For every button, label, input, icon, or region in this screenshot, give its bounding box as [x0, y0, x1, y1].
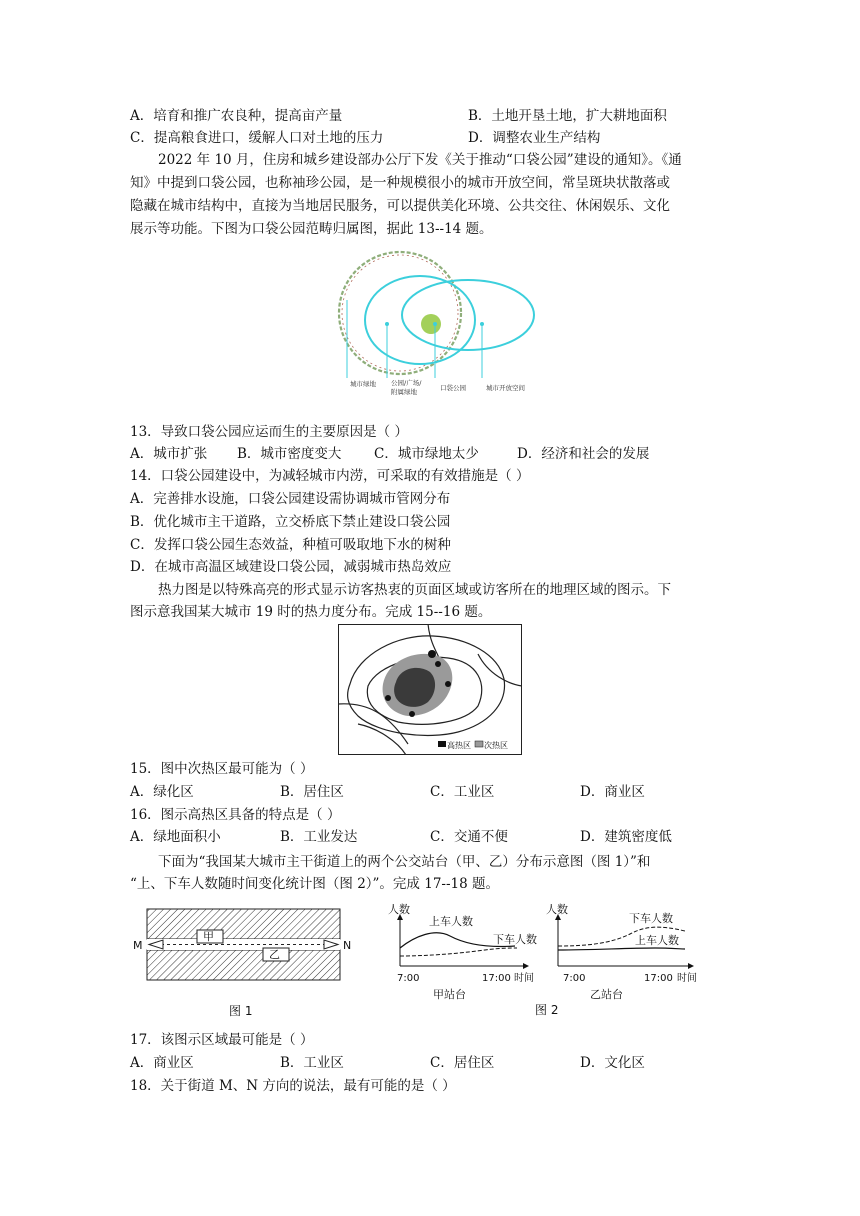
passage1-line-1: 2022 年 10 月，住房和城乡建设部办公厅下发《关于推动“口袋公园”建设的通知》。《通	[158, 152, 682, 168]
label-n: N	[343, 939, 352, 952]
passage3-line-2: “上、下车人数随时间变化统计图（图 2）”。完成 17--18 题。	[130, 876, 499, 892]
q17-option-b: B．工业区	[280, 1055, 344, 1071]
jia-t-start: 7:00	[397, 973, 420, 984]
yi-station-label: 乙站台	[590, 988, 623, 1001]
yi-ylabel: 人数	[546, 903, 568, 916]
passage2-line-1: 热力图是以特殊高亮的形式显示访客热衷的页面区域或访客所在的地理区域的图示。下	[158, 582, 671, 598]
q18-stem: 18．关于街道 M、N 方向的说法，最有可能的是（ ）	[130, 1078, 456, 1094]
north-block	[147, 909, 340, 939]
street-map-figure-1	[125, 905, 355, 1020]
q16-option-a: A．绿地面积小	[130, 829, 221, 845]
q16-option-d: D．建筑密度低	[580, 829, 672, 845]
yi-board-label: 上车人数	[635, 934, 679, 947]
venn-label-park-2: 附属绿地	[391, 388, 417, 396]
legend-sub-swatch	[475, 741, 483, 747]
passage1-line-4: 展示等功能。下图为口袋公园范畴归属图，据此 13--14 题。	[130, 221, 493, 237]
q17-stem: 17．该图示区域最可能是（ ）	[130, 1032, 314, 1048]
q17-option-c: C．居住区	[430, 1055, 495, 1071]
stop-yi-label: 乙	[269, 948, 280, 961]
q14-stem: 14．口袋公园建设中，为减轻城市内涝，可采取的有效措施是（ ）	[130, 468, 530, 484]
yi-alight-label: 下车人数	[629, 912, 673, 925]
q16-option-b: B．工业发达	[280, 829, 358, 845]
q13-option-d: D．经济和社会的发展	[517, 446, 650, 462]
q15-stem: 15．图中次热区最可能为（ ）	[130, 761, 314, 777]
label-m: M	[133, 939, 143, 952]
south-block	[147, 950, 340, 980]
venn-label-pocket-park: 口袋公园	[440, 384, 466, 392]
jia-t-end: 17:00	[482, 973, 511, 984]
jia-ylabel: 人数	[388, 903, 410, 916]
q15-option-c: C．工业区	[430, 784, 495, 800]
legend-sub-label: 次热区	[484, 741, 508, 750]
q16-option-c: C．交通不便	[430, 829, 508, 845]
stop-jia-label: 甲	[203, 930, 214, 943]
q12-option-a: A．培育和推广农良种，提高亩产量	[130, 108, 343, 124]
q15-option-d: D．商业区	[580, 784, 645, 800]
q13-option-a: A．城市扩张	[130, 446, 208, 462]
q15-option-a: A．绿化区	[130, 784, 194, 800]
q17-option-d: D．文化区	[580, 1055, 645, 1071]
jia-board-label: 上车人数	[429, 915, 473, 928]
open-space-ellipse	[402, 280, 534, 350]
passage1-line-3: 隐藏在城市结构中，直接为当地居民服务，可以提供美化环境、公共交往、休闲娱乐、文化	[130, 198, 670, 214]
venn-label-urban-green: 城市绿地	[350, 380, 376, 388]
yi-xlabel: 时间	[677, 973, 697, 984]
q13-option-c: C．城市绿地太少	[374, 446, 479, 462]
jia-station-label: 甲站台	[433, 988, 466, 1001]
venn-label-park-1: 公园/广场/	[391, 379, 422, 387]
city-heatmap-figure	[338, 624, 522, 755]
passage3-line-1: 下面为“我国某大城市主干街道上的两个公交站台（甲、乙）分布示意图（图 1）”和	[158, 854, 651, 870]
q16-stem: 16．图示高热区具备的特点是（ ）	[130, 807, 341, 823]
jia-alight-line	[400, 948, 517, 956]
q17-option-a: A．商业区	[130, 1055, 194, 1071]
pocket-park-dot	[421, 314, 441, 334]
park-plaza-ellipse	[365, 276, 475, 364]
q15-option-b: B．居住区	[280, 784, 344, 800]
passage1-line-2: 知》中提到口袋公园，也称袖珍公园，是一种规模很小的城市开放空间，常呈斑块状散落或	[130, 175, 670, 191]
q14-option-b: B．优化城市主干道路，立交桥底下禁止建设口袋公园	[130, 514, 451, 530]
q14-option-d: D．在城市高温区域建设口袋公园，减弱城市热岛效应	[130, 559, 452, 575]
yi-t-start: 7:00	[563, 973, 586, 984]
q12-option-c: C．提高粮食进口，缓解人口对土地的压力	[130, 130, 384, 146]
urban-green-circle-inner	[342, 255, 458, 371]
urban-green-circle	[339, 252, 461, 374]
chart-yi	[546, 902, 697, 1001]
chart-jia	[388, 902, 537, 1001]
legend-high-swatch	[438, 741, 446, 747]
jia-alight-label: 下车人数	[493, 933, 537, 946]
legend-high-label: 高热区	[447, 741, 471, 750]
yi-board-line	[558, 948, 685, 950]
passenger-charts-figure-2	[385, 898, 715, 1023]
passage2-line-2: 图示意我国某大城市 19 时的热力度分布。完成 15--16 题。	[130, 604, 492, 620]
yi-t-end: 17:00	[644, 973, 673, 984]
pocket-park-venn-diagram	[330, 250, 540, 402]
fig1-caption: 图 1	[229, 1004, 253, 1018]
q12-option-b: B．土地开垦土地，扩大耕地面积	[468, 108, 667, 124]
venn-label-open-space: 城市开放空间	[486, 384, 525, 392]
q14-option-c: C．发挥口袋公园生态效益，种植可吸取地下水的树种	[130, 537, 451, 553]
q13-stem: 13．导致口袋公园应运而生的主要原因是（ ）	[130, 424, 408, 440]
q13-option-b: B．城市密度变大	[237, 446, 342, 462]
jia-xlabel: 时间	[514, 973, 534, 984]
q12-option-d: D．调整农业生产结构	[468, 130, 601, 146]
fig2-caption: 图 2	[535, 1003, 559, 1017]
q14-option-a: A．完善排水设施，口袋公园建设需协调城市管网分布	[130, 491, 451, 507]
